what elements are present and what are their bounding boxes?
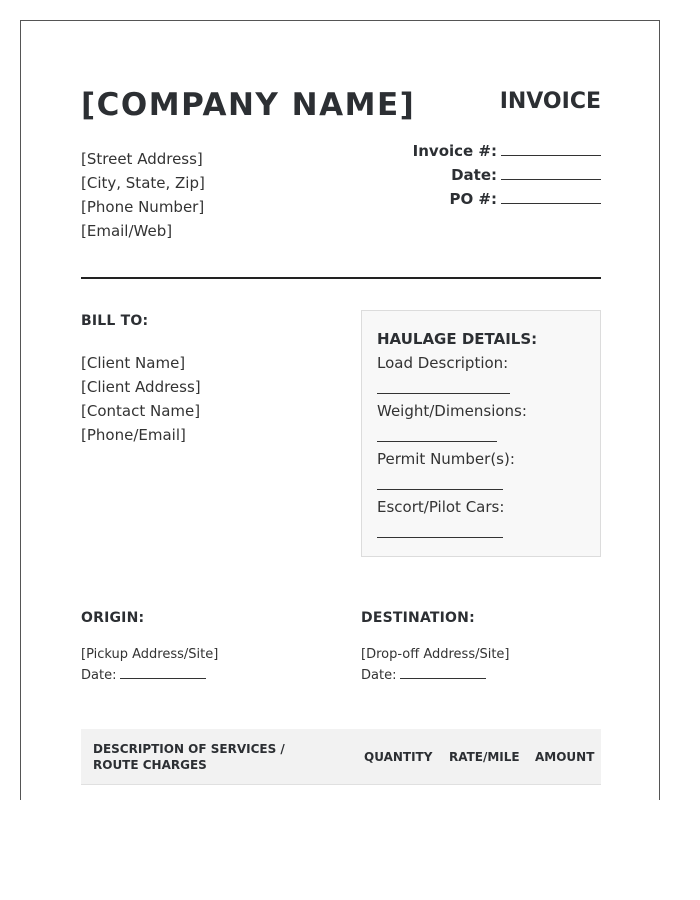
column-rate-mile: RATE/MILE: [449, 750, 520, 764]
invoice-number-field[interactable]: [501, 141, 601, 156]
bill-to-heading: BILL TO:: [81, 313, 149, 329]
street-address: [Street Address]: [81, 150, 203, 168]
invoice-meta: [413, 139, 601, 211]
column-amount: AMOUNT: [535, 750, 595, 764]
company-name: [COMPANY NAME]: [81, 87, 416, 123]
client-address: [Client Address]: [81, 378, 201, 396]
phone-email: [Phone/Email]: [81, 426, 186, 444]
origin-heading: ORIGIN:: [81, 610, 145, 626]
origin-date-row: [81, 665, 218, 686]
pickup-address: [Pickup Address/Site]: [81, 647, 219, 662]
invoice-number-label: Invoice #:: [412, 142, 497, 160]
destination-date-field[interactable]: [400, 667, 486, 679]
phone-number: [Phone Number]: [81, 198, 205, 216]
haulage-details-box: [361, 310, 601, 557]
city-state-zip: [City, State, Zip]: [81, 174, 205, 192]
email-web: [Email/Web]: [81, 222, 173, 240]
escort-pilot-cars-field[interactable]: [377, 519, 585, 543]
weight-dimensions-label: Weight/Dimensions:: [377, 402, 527, 420]
permit-number-label: Permit Number(s):: [377, 450, 515, 468]
origin-date-label: Date:: [81, 668, 117, 683]
origin-details: [81, 644, 218, 686]
invoice-content: [81, 21, 601, 801]
services-table-header: [81, 729, 601, 785]
weight-dimensions-field[interactable]: [377, 423, 585, 447]
date-row: [413, 163, 601, 187]
po-row: [413, 187, 601, 211]
destination-date-row: [361, 665, 510, 686]
origin-date-field[interactable]: [120, 667, 206, 679]
invoice-title: INVOICE: [499, 89, 601, 114]
company-address: [81, 147, 205, 243]
header-divider: [81, 277, 601, 279]
haulage-heading: HAULAGE DETAILS:: [377, 330, 538, 348]
permit-number-field[interactable]: [377, 471, 585, 495]
invoice-number-row: [413, 139, 601, 163]
column-description: DESCRIPTION OF SERVICES / ROUTE CHARGES: [93, 742, 285, 772]
client-name: [Client Name]: [81, 354, 186, 372]
contact-name: [Contact Name]: [81, 402, 201, 420]
invoice-page: [20, 20, 660, 800]
dropoff-address: [Drop-off Address/Site]: [361, 647, 510, 662]
column-quantity: QUANTITY: [364, 750, 433, 764]
escort-pilot-cars-label: Escort/Pilot Cars:: [377, 498, 505, 516]
date-label: Date:: [451, 166, 497, 184]
po-field[interactable]: [501, 189, 601, 204]
load-description-field[interactable]: [377, 375, 585, 399]
bill-to-details: [81, 351, 201, 447]
date-field[interactable]: [501, 165, 601, 180]
destination-details: [361, 644, 510, 686]
destination-heading: DESTINATION:: [361, 610, 475, 626]
load-description-label: Load Description:: [377, 354, 509, 372]
destination-date-label: Date:: [361, 668, 397, 683]
po-label: PO #:: [449, 190, 497, 208]
